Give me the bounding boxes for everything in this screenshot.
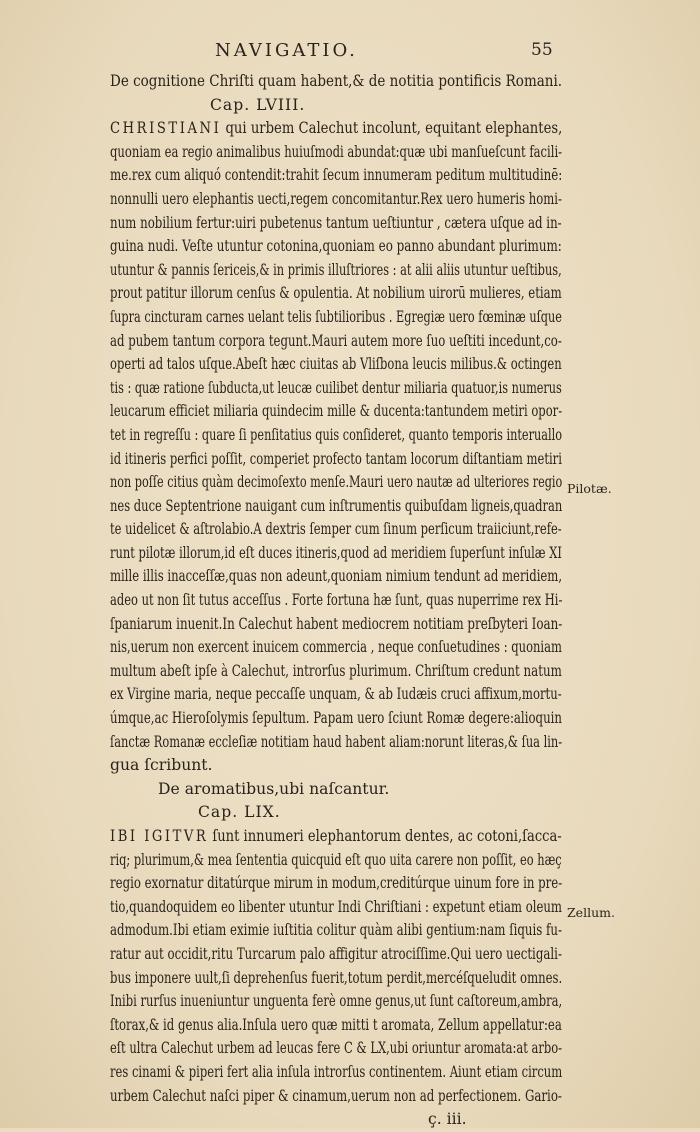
text-line: mille illis inacceſſæ,quas non adeunt,quoniam nimium tendunt ad meridiem, <box>110 567 563 586</box>
text-line: urbem Calechut naſci piper & cinamum,uerum non ad perfectionem. Gario- <box>110 1086 562 1105</box>
text-line: CHRISTIANI qui urbem Calechut incolunt, equitant elephantes, <box>110 119 563 138</box>
text-line: operti ad talos uſque.Abeſt hæc ciuitas ab Vliſbona leucis milibus.& octingen <box>110 355 562 374</box>
text-line: te uidelicet & aſtrolabio.A dextris ſemper cum ſinum perſicum traiiciunt,refe- <box>110 520 562 539</box>
text-line: gua ſcribunt. <box>110 756 213 775</box>
marginal-note: Pilotæ. <box>567 481 612 496</box>
text-line: tet in regreſſu : quare ſi penſitatius quis conſideret, quanto temporis interuallo <box>110 425 563 444</box>
text-line: ad pubem tantum corpora tegunt.Mauri autem more ſuo ueſtiti incedunt,co- <box>110 331 562 350</box>
text-line: prout patitur illorum cenſus & opulentia. At nobilium uirorū mulieres, etiam <box>110 284 562 303</box>
signature-mark: ç. iii. <box>428 1110 467 1129</box>
text-line: guina nudi. Veſte utuntur cotonina,quoniam eo panno abundant plurimum: <box>110 237 562 256</box>
text-line: id itineris perfici poſſit, comperiet profecto tantam locorum diſtantiam metiri <box>110 449 562 468</box>
running-head <box>0 40 700 64</box>
chapter-number: Cap. LVIII. <box>210 95 306 114</box>
initial-word: CHRISTIANI <box>110 119 222 138</box>
text-line: ſtorax,& id genus alia.Inſula uero quæ mitti t aromata, Zellum appellatur:ea <box>110 1015 562 1034</box>
text-line: ratur aut occidit,ritu Turcarum palo affigitur atrociſſime.Qui uero uectigali- <box>110 944 562 963</box>
text-line: ſanctæ Romanæ eccleſiæ notitiam haud habent aliam:norunt literas,& ſua lin- <box>110 732 563 751</box>
text-line: úmque,ac Hieroſolymis ſepultum. Papam uero ſciunt Romæ degere:alioquin <box>110 709 562 728</box>
page-number: 55 <box>531 40 553 60</box>
text-line: Inibi rurſus inueniuntur unguenta ferè omne genus,ut ſunt caſtoreum,ambra, <box>110 992 563 1011</box>
text-line: quoniam ea regio animalibus huiuſmodi abundat:quæ ubi manſueſcunt facili- <box>110 142 563 161</box>
text-line: eſt ultra Calechut urbem ad leucas fere C & LX,ubi oriuntur aromata:at arbo- <box>110 1039 563 1058</box>
text-line: regio exornatur ditatúrque mirum in modum,creditúrque uinum fore in pre- <box>110 874 563 893</box>
chapter-number: Cap. LIX. <box>198 803 281 822</box>
text-line: nis,uerum non exercent inuicem commercia , neque conſuetudines : quoniam <box>110 638 562 657</box>
text-line: tis : quæ ratione ſubducta,ut leucæ cuilibet dentur miliaria quatuor,is numerus <box>110 378 562 397</box>
running-title: NAVIGATIO. <box>215 40 358 61</box>
text-line: non poſſe citius quàm decimoſexto menſe.Mauri uero nautæ ad ulteriores regio <box>110 473 563 492</box>
text-line: me.rex cum aliquó contendit:trahit ſecum innumeram peditum multitudinē: <box>110 166 563 185</box>
text-line: multum abeſt ipſe à Calechut, introrſus plurimum. Chriſtum credunt natum <box>110 661 562 680</box>
text-line: num nobilium fertur:uiri pubetenus tantum ueſtiuntur , cætera uſque ad in- <box>110 213 562 232</box>
text-line: ex Virgine maria, neque peccaſſe unquam, & ab Iudæis cruci affixum,mortu- <box>110 685 562 704</box>
text-line: utuntur & pannis ſericeis,& in primis illuſtriores : at alii aliis utuntur ueſtibus, <box>110 260 562 279</box>
chapter-heading: De cognitione Chriſti quam habent,& de notitia pontificis Romani. <box>110 72 563 90</box>
marginal-note: Zellum. <box>567 905 615 920</box>
text-line: bus imponere uult,ſi deprehenſus fuerit,totum perdit,mercéſqueludit omnes. <box>110 968 563 987</box>
text-line: nonnulli uero elephantis uecti,regem concomitantur.Rex uero humeris homi- <box>110 189 562 208</box>
text-line: IBI IGITVR ſunt innumeri elephantorum dentes, ac cotoni,ſacca- <box>110 827 562 845</box>
text-line: tio,quandoquidem eo libenter utuntur Indi Chriſtiani : expetunt etiam oleum <box>110 897 562 916</box>
text-line: leucarum efficiet miliaria quindecim mille & ducenta:tantundem metiri opor- <box>110 402 563 421</box>
text-line: riq; plurimum,& mea ſententia quicquid eſt quo uita carere non poſſit, eo hæç <box>110 850 562 869</box>
text-line: nes duce Septentrione nauigant cum inſtrumentis quibuſdam ligneis,quadran <box>110 496 563 515</box>
text-line: runt pilotæ illorum,id eſt duces itineris,quod ad meridiem ſuperſunt inſulæ XI <box>110 543 562 562</box>
text-line: ſupra cincturam carnes uelant telis ſubtilioribus . Egregiæ uero fœminæ uſque <box>110 307 562 326</box>
text-line: res cinami & piperi fert alia inſula introrſus continentem. Aiunt etiam circum <box>110 1062 563 1081</box>
text-column <box>110 70 562 1132</box>
text-line: ſpaniarum inuenit.In Calechut habent mediocrem notitiam preſbyteri Ioan- <box>110 614 563 633</box>
text-line: admodum.Ibi etiam eximie iuſtitia colitur quàm alibi gentium:nam ſiquis fu- <box>110 921 562 940</box>
chapter-heading: De aromatibus,ubi naſcantur. <box>158 779 390 798</box>
initial-word: IBI IGITVR <box>110 827 209 845</box>
text-line: adeo ut non ſit tutus acceſſus . Forte fortuna hæ ſunt, quas nuperrime rex Hi- <box>110 591 563 610</box>
